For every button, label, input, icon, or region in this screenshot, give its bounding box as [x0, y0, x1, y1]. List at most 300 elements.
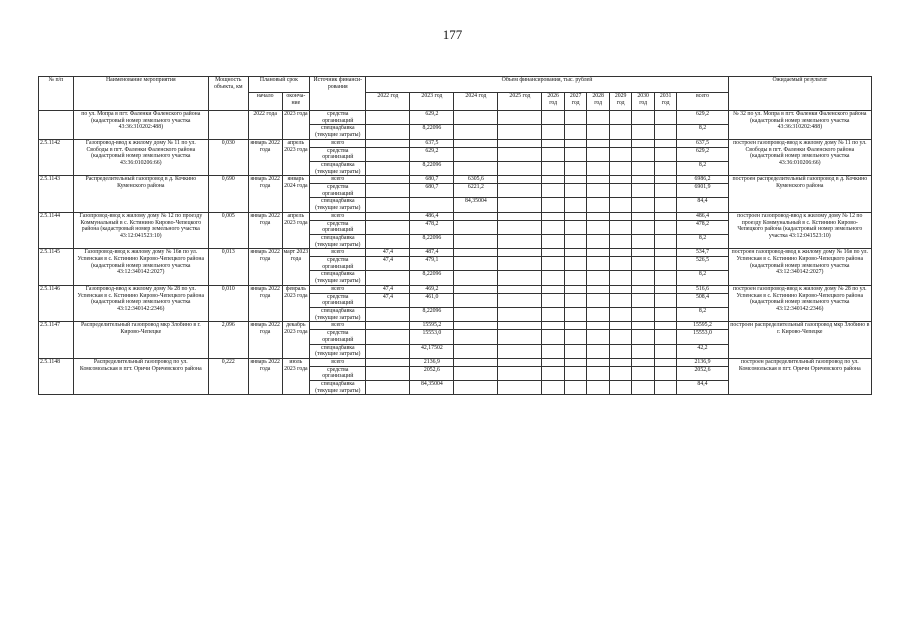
table-row: [39, 139, 872, 147]
expected-result: построен газопровод-ввод к жилому дому № 11 по ул. Свободы в пгт. Фаленки Фаленского района (кадастровый номер земельного участка 43:36:010206:66): [728, 139, 871, 176]
year-value: [498, 271, 542, 285]
year-value: [632, 220, 655, 234]
year-value: [542, 198, 565, 212]
year-value: 84,35004: [410, 381, 454, 395]
year-value: [366, 234, 410, 248]
year-value: [454, 212, 498, 220]
header-term: Плановый срок: [248, 77, 309, 93]
year-value: [587, 358, 610, 366]
row-number: 2.5.1146: [39, 285, 74, 322]
year-value: [498, 176, 542, 184]
year-value: [564, 184, 587, 198]
year-value: [654, 111, 677, 125]
year-value: [587, 220, 610, 234]
year-value: [564, 234, 587, 248]
year-value: [498, 161, 542, 175]
year-value: 47,4: [366, 293, 410, 307]
year-value: 15553,0: [410, 330, 454, 344]
year-value: [654, 293, 677, 307]
year-value: [542, 212, 565, 220]
year-value: [366, 184, 410, 198]
year-value: [632, 139, 655, 147]
year-value: [654, 184, 677, 198]
year-value: [587, 147, 610, 161]
year-value: [454, 285, 498, 293]
year-value: [542, 293, 565, 307]
year-value: [632, 212, 655, 220]
year-value: 47,4: [366, 285, 410, 293]
year-value: [454, 125, 498, 139]
year-value: [498, 330, 542, 344]
year-value: [542, 358, 565, 366]
total-value: 84,4: [677, 381, 728, 395]
total-value: 2136,9: [677, 358, 728, 366]
header-year: 2027 год: [564, 93, 587, 111]
row-number: 2.5.1147: [39, 322, 74, 359]
table-body: [39, 111, 872, 395]
year-value: [609, 366, 632, 380]
year-value: [564, 322, 587, 330]
year-value: [609, 125, 632, 139]
funding-source: средства организаций: [310, 184, 366, 198]
year-value: [609, 358, 632, 366]
year-value: [542, 322, 565, 330]
year-value: 478,2: [410, 220, 454, 234]
year-value: [542, 271, 565, 285]
year-value: [609, 147, 632, 161]
year-value: [609, 257, 632, 271]
total-value: 637,5: [677, 139, 728, 147]
year-value: [498, 111, 542, 125]
year-value: [498, 285, 542, 293]
year-value: [454, 111, 498, 125]
year-value: [498, 220, 542, 234]
year-value: [564, 307, 587, 321]
year-value: 629,2: [410, 147, 454, 161]
year-value: [654, 366, 677, 380]
row-number: [39, 111, 74, 140]
year-value: [564, 257, 587, 271]
end-date: апрель 2023 года: [282, 212, 310, 249]
start-date: январь 2022 года: [248, 285, 282, 322]
year-value: [366, 307, 410, 321]
year-value: 637,5: [410, 139, 454, 147]
year-value: [542, 307, 565, 321]
year-value: [632, 381, 655, 395]
year-value: [542, 220, 565, 234]
year-value: [654, 176, 677, 184]
capacity: 0,030: [208, 139, 248, 176]
year-value: [498, 198, 542, 212]
year-value: [564, 285, 587, 293]
year-value: [587, 381, 610, 395]
header-year: 2022 год: [366, 93, 410, 111]
year-value: [366, 212, 410, 220]
year-value: [542, 249, 565, 257]
capacity: 0,005: [208, 212, 248, 249]
year-value: [587, 139, 610, 147]
event-name: Газопровод-ввод к жилому дому № 16в по ул. Успенская в с. Кстинино Кирово-Чепецкого района (кадастровый номер земельного участка 43:12:340142:2027): [73, 249, 208, 286]
total-value: 486,4: [677, 212, 728, 220]
total-value: 8,2: [677, 307, 728, 321]
year-value: [654, 234, 677, 248]
year-value: [632, 293, 655, 307]
expected-result: № 32 по ул. Мопра в пгт. Фаленки Фаленского района (кадастровый номер земельного участка 43:36:310202:488): [728, 111, 871, 140]
funding-source: всего: [310, 249, 366, 257]
year-value: [654, 125, 677, 139]
total-value: 42,2: [677, 344, 728, 358]
expected-result: построен газопровод-ввод к жилому дому № 12 по проезду Коммунальный в с. Кстинино Кирово-Чепецкого района (кадастровый номер земельного участка 43:12:041523:10): [728, 212, 871, 249]
year-value: [366, 139, 410, 147]
year-value: [609, 139, 632, 147]
year-value: [609, 198, 632, 212]
year-value: 2136,9: [410, 358, 454, 366]
year-value: 6305,6: [454, 176, 498, 184]
year-value: [654, 381, 677, 395]
year-value: [564, 344, 587, 358]
year-value: [632, 198, 655, 212]
year-value: [366, 111, 410, 125]
year-value: [632, 307, 655, 321]
expected-result: построен распределительный газопровод мкр Злобино в г. Кирово-Чепецке: [728, 322, 871, 359]
year-value: [498, 212, 542, 220]
header-year: 2028 год: [587, 93, 610, 111]
year-value: [632, 184, 655, 198]
end-date: январь 2024 года: [282, 176, 310, 213]
year-value: [587, 271, 610, 285]
year-value: [632, 176, 655, 184]
header-term-start: начало: [248, 93, 282, 111]
year-value: [632, 161, 655, 175]
funding-source: всего: [310, 176, 366, 184]
funding-source: спецнадбавка (текущие затраты): [310, 307, 366, 321]
header-total: всего: [677, 93, 728, 111]
event-name: Газопровод-ввод к жилому дому № 28 по ул. Успенская в с. Кстинино Кирово-Чепецкого района (кадастровый номер земельного участка 43:12:340142:2346): [73, 285, 208, 322]
start-date: январь 2022 года: [248, 176, 282, 213]
total-value: 84,4: [677, 198, 728, 212]
year-value: [587, 111, 610, 125]
year-value: [366, 147, 410, 161]
year-value: [366, 322, 410, 330]
header-volume: Объем финансирования, тыс. рублей: [366, 77, 728, 93]
year-value: [498, 147, 542, 161]
page-number: 177: [442, 27, 463, 42]
year-value: [632, 257, 655, 271]
year-value: [454, 161, 498, 175]
funding-source: всего: [310, 139, 366, 147]
year-value: [564, 198, 587, 212]
year-value: [609, 249, 632, 257]
end-date: июль 2023 года: [282, 358, 310, 395]
year-value: [587, 161, 610, 175]
year-value: 42,17502: [410, 344, 454, 358]
year-value: [366, 366, 410, 380]
table-row: [39, 285, 872, 293]
year-value: [609, 330, 632, 344]
year-value: [564, 249, 587, 257]
funding-source: средства организаций: [310, 330, 366, 344]
year-value: [587, 366, 610, 380]
start-date: 2022 года: [248, 111, 282, 140]
year-value: [564, 212, 587, 220]
year-value: [498, 366, 542, 380]
funding-source: средства организаций: [310, 293, 366, 307]
year-value: [366, 220, 410, 234]
event-name: Распределительный газопровод в д. Кочкино Куменского района: [73, 176, 208, 213]
year-value: 84,35004: [454, 198, 498, 212]
year-value: [654, 358, 677, 366]
total-value: 478,2: [677, 220, 728, 234]
header-num: № п/п: [39, 77, 74, 111]
total-value: 15553,0: [677, 330, 728, 344]
header-result: Ожидаемый результат: [728, 77, 871, 111]
year-value: [564, 161, 587, 175]
year-value: [498, 257, 542, 271]
event-name: по ул. Мопра в пгт. Фаленки Фаленского района (кадастровый номер земельного участка 43:36:310202:488): [73, 111, 208, 140]
funding-source: спецнадбавка (текущие затраты): [310, 271, 366, 285]
total-value: 508,4: [677, 293, 728, 307]
year-value: [609, 234, 632, 248]
year-value: [587, 330, 610, 344]
event-name: Газопровод-ввод к жилому дому № 11 по ул. Свободы в пгт. Фаленки Фаленского района (кадастровый номер земельного участка 43:36:010206:66): [73, 139, 208, 176]
event-name: Газопровод-ввод к жилому дому № 12 по проезду Коммунальный в с. Кстинино Кирово-Чепецкого района (кадастровый номер земельного участка 43:12:041523:10): [73, 212, 208, 249]
year-value: [564, 381, 587, 395]
year-value: [609, 293, 632, 307]
year-value: [654, 322, 677, 330]
year-value: [632, 111, 655, 125]
year-value: [564, 125, 587, 139]
start-date: январь 2022 года: [248, 322, 282, 359]
table-header: [39, 77, 872, 111]
year-value: [564, 111, 587, 125]
year-value: [609, 344, 632, 358]
start-date: январь 2022 года: [248, 358, 282, 395]
year-value: 47,4: [366, 257, 410, 271]
year-value: [542, 344, 565, 358]
year-value: [564, 220, 587, 234]
total-value: 8,2: [677, 161, 728, 175]
year-value: 8,22096: [410, 234, 454, 248]
year-value: [498, 307, 542, 321]
year-value: [654, 147, 677, 161]
year-value: [366, 176, 410, 184]
year-value: [609, 176, 632, 184]
start-date: январь 2022 года: [248, 249, 282, 286]
year-value: [454, 358, 498, 366]
year-value: [542, 381, 565, 395]
end-date: декабрь 2023 года: [282, 322, 310, 359]
header-year: 2025 год: [498, 93, 542, 111]
start-date: январь 2022 года: [248, 212, 282, 249]
header-power: Мощность объекта, км: [208, 77, 248, 111]
year-value: [542, 330, 565, 344]
year-value: [609, 307, 632, 321]
funding-source: спецнадбавка (текущие затраты): [310, 161, 366, 175]
year-value: [632, 249, 655, 257]
funding-source: спецнадбавка (текущие затраты): [310, 125, 366, 139]
year-value: 8,22096: [410, 125, 454, 139]
funding-source: спецнадбавка (текущие затраты): [310, 198, 366, 212]
total-value: 526,5: [677, 257, 728, 271]
year-value: [366, 344, 410, 358]
year-value: [366, 381, 410, 395]
funding-source: средства организаций: [310, 220, 366, 234]
year-value: 479,1: [410, 257, 454, 271]
year-value: [410, 198, 454, 212]
total-value: 8,2: [677, 271, 728, 285]
header-year: 2023 год: [410, 93, 454, 111]
year-value: [454, 322, 498, 330]
year-value: [564, 293, 587, 307]
funding-source: всего: [310, 322, 366, 330]
year-value: [454, 220, 498, 234]
table-row: [39, 111, 872, 125]
total-value: 6901,9: [677, 184, 728, 198]
year-value: 629,2: [410, 111, 454, 125]
row-number: 2.5.1144: [39, 212, 74, 249]
year-value: [498, 322, 542, 330]
year-value: [632, 271, 655, 285]
year-value: [587, 198, 610, 212]
year-value: [366, 125, 410, 139]
funding-source: средства организаций: [310, 147, 366, 161]
header-source: Источник финанси-рования: [310, 77, 366, 111]
year-value: [609, 212, 632, 220]
year-value: 680,7: [410, 176, 454, 184]
year-value: [609, 220, 632, 234]
year-value: [654, 285, 677, 293]
year-value: [542, 147, 565, 161]
year-value: [587, 212, 610, 220]
row-number: 2.5.1148: [39, 358, 74, 395]
year-value: [498, 344, 542, 358]
header-name: Наименование мероприятия: [73, 77, 208, 111]
year-value: [498, 139, 542, 147]
table-row: [39, 212, 872, 220]
year-value: [587, 234, 610, 248]
year-value: [587, 249, 610, 257]
year-value: [654, 212, 677, 220]
end-date: февраль 2023 года: [282, 285, 310, 322]
year-value: [542, 139, 565, 147]
funding-source: спецнадбавка (текущие затраты): [310, 381, 366, 395]
year-value: [609, 161, 632, 175]
year-value: [564, 176, 587, 184]
year-value: 8,22096: [410, 161, 454, 175]
header-year: 2026 год: [542, 93, 565, 111]
year-value: 6221,2: [454, 184, 498, 198]
year-value: [454, 381, 498, 395]
year-value: [542, 234, 565, 248]
funding-source: средства организаций: [310, 257, 366, 271]
year-value: [609, 184, 632, 198]
year-value: [366, 330, 410, 344]
year-value: [542, 184, 565, 198]
row-number: 2.5.1145: [39, 249, 74, 286]
year-value: [654, 307, 677, 321]
year-value: [609, 322, 632, 330]
event-name: Распределительный газопровод мкр Злобино в г. Кирово-Чепецке: [73, 322, 208, 359]
year-value: [564, 330, 587, 344]
end-date: апрель 2023 года: [282, 139, 310, 176]
capacity: 0,222: [208, 358, 248, 395]
header-year: 2024 год: [454, 93, 498, 111]
end-date: 2023 года: [282, 111, 310, 140]
expected-result: построен газопровод-ввод к жилому дому № 16в по ул. Успенская в с. Кстинино Кирово-Чепецкого района (кадастровый номер земельного участка 43:12:340142:2027): [728, 249, 871, 286]
year-value: [498, 358, 542, 366]
year-value: [454, 249, 498, 257]
total-value: 629,2: [677, 111, 728, 125]
header-year: 2030 год: [632, 93, 655, 111]
year-value: [564, 366, 587, 380]
header-year: 2029 год: [609, 93, 632, 111]
year-value: 8,22096: [410, 271, 454, 285]
year-value: [654, 139, 677, 147]
year-value: [632, 125, 655, 139]
row-number: 2.5.1143: [39, 176, 74, 213]
year-value: [632, 366, 655, 380]
year-value: [454, 366, 498, 380]
year-value: [454, 330, 498, 344]
year-value: [632, 344, 655, 358]
year-value: [564, 271, 587, 285]
year-value: 47,4: [366, 249, 410, 257]
year-value: [366, 271, 410, 285]
total-value: 8,2: [677, 125, 728, 139]
total-value: 15595,2: [677, 322, 728, 330]
year-value: [564, 358, 587, 366]
year-value: [587, 307, 610, 321]
year-value: [454, 271, 498, 285]
year-value: [542, 366, 565, 380]
header-year: 2031 год: [654, 93, 677, 111]
year-value: [498, 234, 542, 248]
financing-table: [38, 76, 872, 395]
year-value: [454, 139, 498, 147]
capacity: 2,096: [208, 322, 248, 359]
year-value: [498, 249, 542, 257]
year-value: [498, 125, 542, 139]
year-value: [632, 285, 655, 293]
year-value: [564, 147, 587, 161]
header-term-end: оконча-ние: [282, 93, 310, 111]
total-value: 629,2: [677, 147, 728, 161]
year-value: 461,0: [410, 293, 454, 307]
total-value: 2052,6: [677, 366, 728, 380]
year-value: [654, 330, 677, 344]
event-name: Распределительный газопровод по ул. Комсомольская в пгт. Оричи Оричевского района: [73, 358, 208, 395]
table-row: [39, 322, 872, 330]
year-value: [654, 249, 677, 257]
year-value: [609, 271, 632, 285]
year-value: [366, 161, 410, 175]
year-value: [632, 330, 655, 344]
year-value: [609, 381, 632, 395]
year-value: [498, 293, 542, 307]
year-value: 487,4: [410, 249, 454, 257]
table-row: [39, 176, 872, 184]
year-value: [609, 111, 632, 125]
total-value: 6986,2: [677, 176, 728, 184]
year-value: [454, 147, 498, 161]
year-value: [542, 125, 565, 139]
year-value: [542, 161, 565, 175]
year-value: [632, 322, 655, 330]
funding-source: спецнадбавка (текущие затраты): [310, 344, 366, 358]
year-value: [454, 307, 498, 321]
year-value: 680,7: [410, 184, 454, 198]
funding-source: средства организаций: [310, 366, 366, 380]
